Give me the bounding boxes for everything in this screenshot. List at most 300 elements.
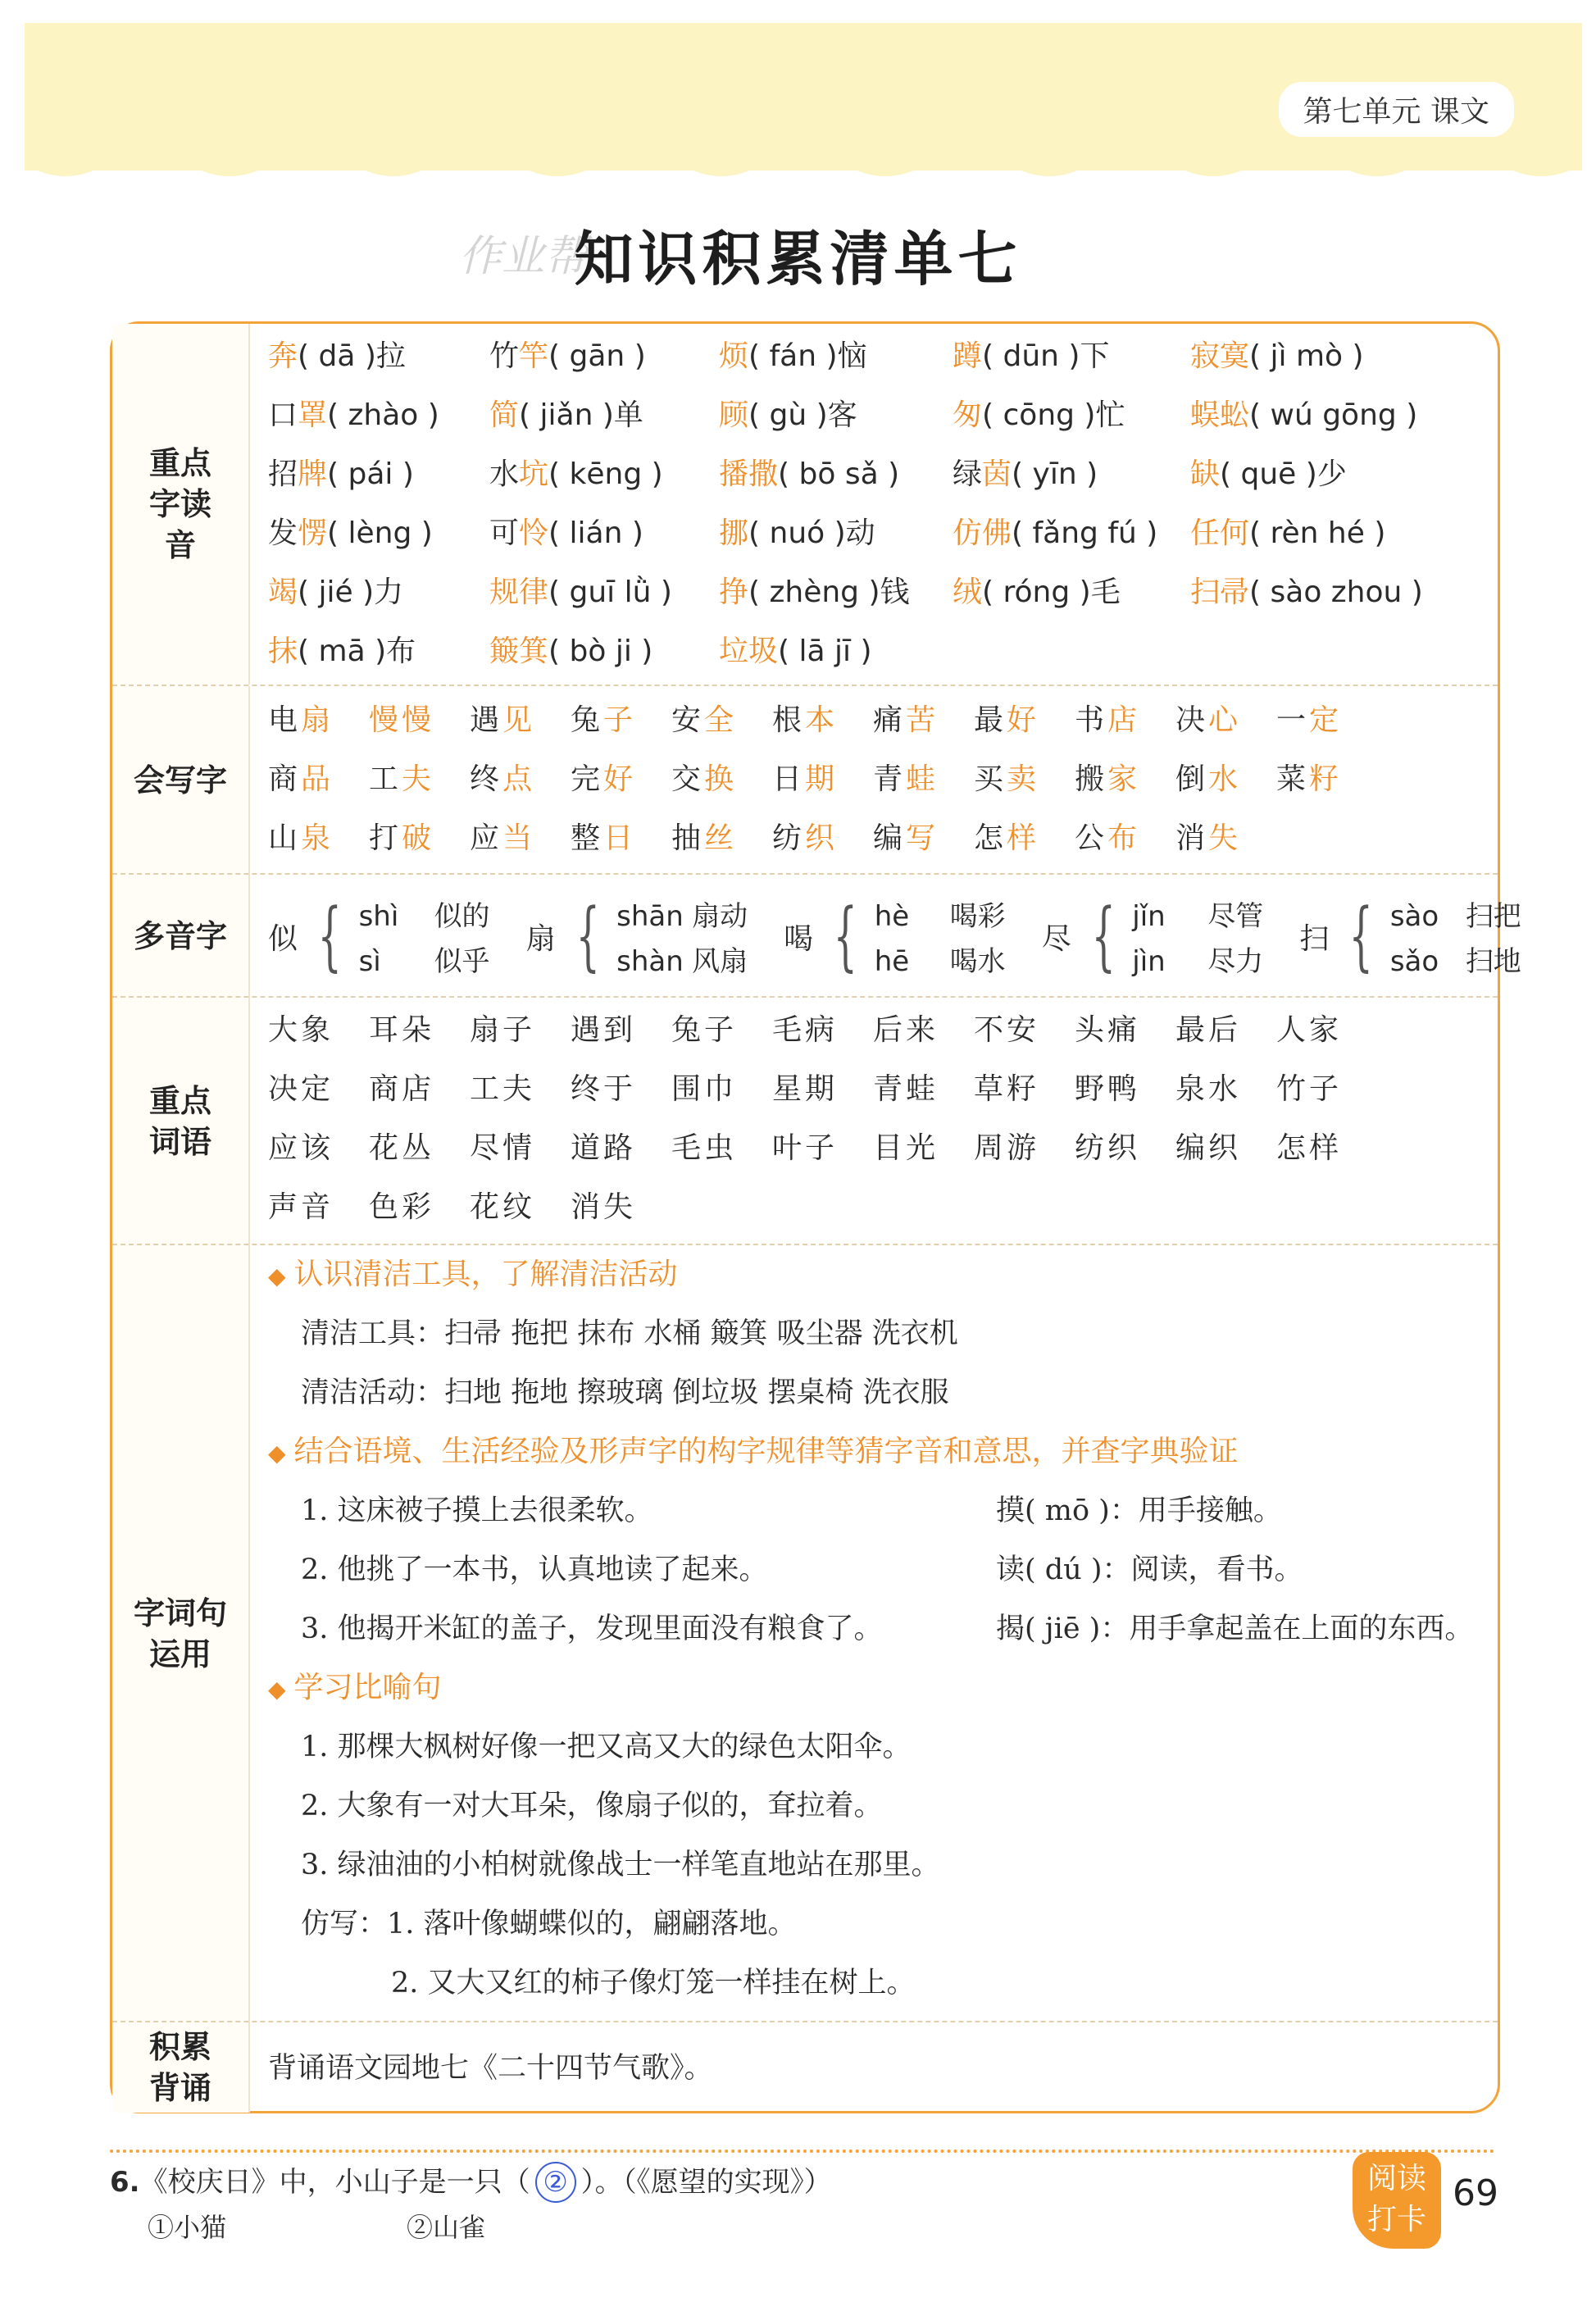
writing-word — [1175, 691, 1276, 750]
reading-question — [110, 2158, 832, 2207]
pinyin: ( lā jī ) — [778, 635, 872, 668]
key-char: 牌 — [298, 457, 328, 491]
pinyin: ( pái ) — [327, 457, 414, 491]
pinyin: ( dā ) — [298, 339, 376, 373]
polyphonic-item — [268, 894, 490, 979]
section-vocabulary — [112, 996, 1498, 1245]
plain-char: 消 — [1175, 821, 1209, 855]
brace-icon: { — [575, 892, 600, 980]
key-char: 绒 — [953, 575, 983, 609]
key-char: 仿佛 — [953, 516, 1012, 550]
key-char: 全 — [704, 703, 738, 737]
pinyin: ( kēng ) — [548, 457, 663, 491]
pinyin: ( bò ji ) — [548, 635, 653, 668]
recite-text: 背诵语文园地七《二十四节气歌》。 — [268, 2052, 713, 2085]
pronunciation-item — [268, 386, 489, 445]
brace-icon: { — [1348, 892, 1374, 980]
pinyin: ( bō sǎ ) — [778, 457, 900, 491]
pronunciation-item — [1190, 327, 1485, 386]
plain-char: 钱 — [880, 575, 910, 609]
plain-char: 口 — [268, 398, 298, 432]
vocabulary-word: 毛虫 — [671, 1131, 738, 1165]
key-char: 泉 — [301, 821, 334, 855]
pronunciation-grid — [268, 327, 1489, 681]
vocabulary-word — [671, 1178, 772, 1237]
page-number: 69 — [1453, 2172, 1498, 2214]
key-char: 坑 — [519, 457, 549, 491]
reading-line — [616, 894, 748, 934]
writing-word — [571, 750, 671, 809]
plain-char: 书 — [1075, 703, 1108, 737]
vocabulary-word: 商店 — [369, 1072, 435, 1106]
key-char: 寂寞 — [1190, 339, 1250, 373]
writing-word — [268, 691, 369, 750]
writing-word — [470, 691, 571, 750]
key-char: 籽 — [1309, 762, 1343, 796]
vocabulary-word: 遇到 — [571, 1013, 637, 1047]
pronunciation-item — [719, 445, 953, 504]
pinyin: shàn — [616, 945, 684, 978]
pinyin: ( gān ) — [548, 339, 646, 373]
pronunciation-item — [489, 563, 719, 622]
metaphor-sentence: 1. 那棵大枫树好像一把又高又大的绿色太阳伞。 — [301, 1731, 912, 1763]
pronunciation-item — [489, 504, 719, 563]
writing-word — [873, 691, 974, 750]
question-text: 《校庆日》中，小山子是一只（ — [139, 2166, 530, 2199]
vocabulary-word: 泉水 — [1175, 1072, 1242, 1106]
context-example: 3. 他揭开米缸的盖子，发现里面没有粮食了。 揭( jiē )：用手拿起盖在上面的东西。 — [301, 1613, 1474, 1645]
plain-char: 交 — [671, 762, 705, 796]
writing-word — [1175, 750, 1276, 809]
pinyin: ( wú gōng ) — [1249, 398, 1418, 432]
plain-char: 怎 — [974, 821, 1007, 855]
plain-char: 完 — [571, 762, 604, 796]
writing-word — [1276, 750, 1377, 809]
pronunciation-item — [268, 327, 489, 386]
vocabulary-word: 目光 — [873, 1131, 939, 1165]
example-word: 扫把 — [1465, 900, 1521, 933]
key-char: 当 — [502, 821, 536, 855]
example-word: 扫地 — [1465, 945, 1521, 978]
key-char: 挪 — [719, 516, 749, 550]
plain-char: 痛 — [873, 703, 907, 737]
vocabulary-word: 草籽 — [974, 1072, 1040, 1106]
pinyin: sì — [358, 945, 381, 978]
plain-char: 日 — [772, 762, 806, 796]
writing-word — [974, 750, 1075, 809]
section-label: 积累背诵 — [112, 2022, 250, 2113]
key-char: 慢慢 — [369, 703, 435, 737]
pinyin: ( zhào ) — [327, 398, 439, 432]
polyphonic-readings — [1390, 894, 1521, 979]
pinyin: ( mā ) — [298, 635, 387, 668]
pronunciation-item — [953, 445, 1190, 504]
key-char: 播撒 — [719, 457, 779, 491]
writing-word — [873, 809, 974, 868]
pronunciation-item — [953, 327, 1190, 386]
vocabulary-word — [772, 1178, 873, 1237]
pronunciation-item — [719, 386, 953, 445]
vocabulary-word: 竹子 — [1276, 1072, 1343, 1106]
key-char: 简 — [489, 398, 520, 432]
key-char: 抹 — [268, 635, 298, 668]
plain-char: 公 — [1075, 821, 1108, 855]
pinyin: sào — [1389, 900, 1439, 933]
plain-char: 商 — [268, 762, 302, 796]
polyphonic-char: 扫 — [1299, 921, 1330, 956]
pronunciation-item — [268, 622, 489, 681]
key-char: 蛙 — [906, 762, 939, 796]
key-char: 品 — [301, 762, 334, 796]
example-word: 风扇 — [692, 945, 748, 978]
key-char: 苦 — [906, 703, 939, 737]
pinyin: ( quē ) — [1220, 457, 1317, 491]
vocabulary-word: 青蛙 — [873, 1072, 939, 1106]
plain-char: 忙 — [1095, 398, 1125, 432]
writing-word — [772, 750, 873, 809]
plain-char: 倒 — [1175, 762, 1209, 796]
pinyin: ( fán ) — [748, 339, 838, 373]
brace-icon: { — [1091, 892, 1116, 980]
key-char: 蹲 — [953, 339, 983, 373]
pinyin: ( fǎng fú ) — [1012, 516, 1158, 550]
pinyin: jǐn — [1132, 900, 1166, 933]
plain-char: 毛 — [1090, 575, 1121, 609]
key-char: 破 — [402, 821, 435, 855]
vocabulary-word: 编织 — [1175, 1131, 1242, 1165]
brace-icon: { — [317, 892, 342, 980]
vocabulary-word: 怎样 — [1276, 1131, 1343, 1165]
vocabulary-word: 后来 — [873, 1013, 939, 1047]
context-example: 2. 他挑了一本书，认真地读了起来。 读( dú )：阅读，看书。 — [301, 1554, 1303, 1586]
pinyin: hē — [874, 945, 910, 978]
section-recite — [112, 2021, 1498, 2113]
pronunciation-item — [1190, 386, 1485, 445]
polyphonic-readings — [875, 894, 1006, 979]
plain-char: 根 — [772, 703, 806, 737]
vocabulary-word: 野鸭 — [1075, 1072, 1141, 1106]
polyphonic-char: 似 — [268, 921, 298, 956]
writing-word — [268, 750, 369, 809]
plain-char: 下 — [1080, 339, 1110, 373]
plain-char: 编 — [873, 821, 907, 855]
pinyin: ( jì mò ) — [1249, 339, 1364, 373]
plain-char: 单 — [613, 398, 643, 432]
pinyin: ( rèn hé ) — [1249, 516, 1386, 550]
vocabulary-word: 周游 — [974, 1131, 1040, 1165]
reading-line — [359, 894, 490, 934]
polyphonic-char: 尽 — [1041, 921, 1071, 956]
pinyin: ( lèng ) — [327, 516, 433, 550]
key-char: 匆 — [953, 398, 983, 432]
plain-char: 力 — [374, 575, 404, 609]
polyphonic-readings — [1132, 894, 1263, 979]
pinyin: ( yīn ) — [1012, 457, 1098, 491]
plain-char: 青 — [873, 762, 907, 796]
pronunciation-item — [489, 622, 719, 681]
vocabulary-word: 人家 — [1276, 1013, 1343, 1047]
key-char: 定 — [1309, 703, 1343, 737]
writing-word — [671, 691, 772, 750]
key-char: 顾 — [719, 398, 749, 432]
vocabulary-word — [1276, 1178, 1377, 1237]
key-char: 本 — [805, 703, 839, 737]
key-char: 见 — [502, 703, 536, 737]
metaphor-sentence: 3. 绿油油的小柏树就像战士一样笔直地站在那里。 — [301, 1849, 940, 1881]
key-char: 日 — [603, 821, 637, 855]
vocabulary-word: 围巾 — [671, 1072, 738, 1106]
question-source: ）。（《愿望的实现》） — [580, 2166, 832, 2199]
vocabulary-word: 头痛 — [1075, 1013, 1141, 1047]
key-char: 夫 — [402, 762, 435, 796]
plain-char: 终 — [470, 762, 503, 796]
plain-char: 遇 — [470, 703, 503, 737]
reading-line — [1132, 894, 1263, 934]
question-number: 6. — [110, 2166, 140, 2199]
pinyin: ( jié ) — [298, 575, 375, 609]
pronunciation-item — [953, 563, 1190, 622]
writing-word — [268, 809, 369, 868]
vocabulary-word: 花纹 — [470, 1190, 536, 1224]
section-label: 多音字 — [112, 875, 250, 998]
pronunciation-item — [1190, 504, 1485, 563]
vocabulary-word: 色彩 — [369, 1190, 435, 1224]
plain-char: 少 — [1316, 457, 1347, 491]
pinyin: ( guī lǜ ) — [548, 575, 672, 609]
writing-word — [671, 750, 772, 809]
section-label: 重点词语 — [112, 998, 250, 1245]
pinyin: ( dūn ) — [982, 339, 1080, 373]
key-char: 茵 — [982, 457, 1012, 491]
key-char: 烦 — [719, 339, 749, 373]
vocabulary-word: 消失 — [571, 1190, 637, 1224]
pinyin: ( sào zhou ) — [1249, 575, 1423, 609]
vocabulary-word — [1075, 1178, 1175, 1237]
writing-word — [873, 750, 974, 809]
polyphonic-char: 扇 — [525, 921, 556, 956]
plain-char: 整 — [571, 821, 604, 855]
subsection-title: ◆ 学习比喻句 — [268, 1671, 442, 1704]
vocabulary-word: 花丛 — [369, 1131, 435, 1165]
vocabulary-word: 终于 — [571, 1072, 637, 1106]
pinyin: ( nuó ) — [748, 516, 846, 550]
option-1: ①小猫 — [148, 2212, 227, 2243]
pinyin: ( gù ) — [748, 398, 828, 432]
plain-char: 兔 — [571, 703, 604, 737]
plain-char: 打 — [369, 821, 402, 855]
vocabulary-grid — [268, 1001, 1489, 1237]
section-label: 会写字 — [112, 686, 250, 875]
pronunciation-item — [953, 386, 1190, 445]
reading-line — [1132, 939, 1263, 979]
writing-word — [1175, 809, 1276, 868]
section-writing — [112, 685, 1498, 875]
pinyin: hè — [874, 900, 910, 933]
pronunciation-item — [268, 445, 489, 504]
reading-checkin-badge: 阅读打卡 — [1353, 2152, 1441, 2249]
writing-grid — [268, 691, 1489, 868]
pinyin: shì — [358, 900, 399, 933]
writing-word — [369, 691, 470, 750]
key-char: 好 — [1007, 703, 1040, 737]
writing-word — [1075, 750, 1175, 809]
writing-word — [470, 750, 571, 809]
writing-word — [1276, 809, 1377, 868]
polyphonic-item — [526, 894, 748, 979]
reading-line — [1390, 894, 1521, 934]
plain-char: 电 — [268, 703, 302, 737]
plain-char: 可 — [489, 516, 520, 550]
vocabulary-word: 毛病 — [772, 1013, 839, 1047]
example-word: 喝彩 — [949, 900, 1006, 933]
brace-icon: { — [833, 892, 858, 980]
pinyin: sǎo — [1389, 945, 1439, 978]
plain-char: 拉 — [375, 339, 406, 373]
pinyin: ( jiǎn ) — [519, 398, 614, 432]
writing-word — [1075, 809, 1175, 868]
plain-char: 竹 — [489, 339, 520, 373]
pronunciation-item — [489, 386, 719, 445]
section-label: 字词句运用 — [112, 1245, 250, 2022]
writing-word — [1075, 691, 1175, 750]
imitation-sentence: 2. 又大又红的柿子像灯笼一样挂在树上。 — [391, 1967, 916, 1999]
pronunciation-item — [719, 327, 953, 386]
option-2: ②山雀 — [407, 2212, 486, 2243]
vocabulary-word — [1175, 1178, 1276, 1237]
writing-word — [470, 809, 571, 868]
pronunciation-item — [268, 504, 489, 563]
key-char: 规律 — [489, 575, 549, 609]
unit-tag: 第七单元 课文 — [1279, 82, 1514, 137]
reading-line — [1390, 939, 1521, 979]
key-char: 水 — [1208, 762, 1242, 796]
example-word: 尽管 — [1207, 900, 1264, 933]
plain-char: 应 — [470, 821, 503, 855]
subsection-title: ◆ 认识清洁工具，了解清洁活动 — [268, 1258, 678, 1291]
reading-line — [875, 894, 1006, 934]
plain-char: 恼 — [837, 339, 867, 373]
polyphonic-item — [784, 894, 1006, 979]
vocabulary-word: 兔子 — [671, 1013, 738, 1047]
vocabulary-word: 声音 — [268, 1190, 334, 1224]
reading-line — [616, 939, 748, 979]
polyphonic-list — [268, 875, 1521, 998]
vocabulary-word: 应该 — [268, 1131, 334, 1165]
knowledge-card — [110, 321, 1521, 2113]
key-char: 失 — [1208, 821, 1242, 855]
writing-word — [369, 809, 470, 868]
plain-char: 客 — [827, 398, 857, 432]
polyphonic-item — [1299, 894, 1521, 979]
polyphonic-readings — [359, 894, 490, 979]
vocabulary-word — [873, 1178, 974, 1237]
vocabulary-word: 纺织 — [1075, 1131, 1141, 1165]
polyphonic-item — [1042, 894, 1264, 979]
plain-char: 绿 — [953, 457, 983, 491]
polyphonic-char: 喝 — [784, 921, 814, 956]
key-char: 奔 — [268, 339, 298, 373]
key-char: 愣 — [298, 516, 328, 550]
key-char: 好 — [603, 762, 637, 796]
key-char: 竭 — [268, 575, 298, 609]
section-pronunciation — [112, 324, 1498, 685]
key-char: 织 — [805, 821, 839, 855]
writing-word — [1276, 691, 1377, 750]
key-char: 罩 — [298, 398, 328, 432]
key-char: 簸箕 — [489, 635, 549, 668]
key-char: 挣 — [719, 575, 749, 609]
example-word: 似的 — [434, 900, 490, 933]
key-char: 扫帚 — [1190, 575, 1250, 609]
metaphor-sentence: 2. 大象有一对大耳朵，像扇子似的，耷拉着。 — [301, 1790, 883, 1822]
header-wave — [25, 148, 1582, 197]
example-word: 喝水 — [949, 945, 1006, 978]
plain-char: 布 — [386, 635, 416, 668]
plain-char: 菜 — [1276, 762, 1310, 796]
plain-char: 搬 — [1075, 762, 1108, 796]
vocabulary-word: 决定 — [268, 1072, 334, 1106]
plain-char: 最 — [974, 703, 1007, 737]
pinyin: ( zhèng ) — [748, 575, 880, 609]
pronunciation-item — [268, 563, 489, 622]
plain-char: 招 — [268, 457, 298, 491]
writing-word — [772, 691, 873, 750]
pinyin: jìn — [1132, 945, 1166, 978]
subsection-title: ◆ 结合语境、生活经验及形声字的构字规律等猜字音和意思，并查字典验证 — [268, 1435, 1239, 1468]
question-options — [148, 2207, 485, 2245]
plain-char: 发 — [268, 516, 298, 550]
section-label: 重点字读音 — [112, 324, 250, 685]
writing-word — [369, 750, 470, 809]
key-char: 布 — [1107, 821, 1141, 855]
key-char: 换 — [704, 762, 738, 796]
key-char: 缺 — [1190, 457, 1221, 491]
plain-char: 动 — [845, 516, 875, 550]
pronunciation-item — [719, 504, 953, 563]
key-char: 任何 — [1190, 516, 1250, 550]
vocabulary-word: 不安 — [974, 1013, 1040, 1047]
plain-char: 水 — [489, 457, 520, 491]
vocabulary-word: 大象 — [268, 1013, 334, 1047]
key-char: 蜈蚣 — [1190, 398, 1250, 432]
cleaning-activities: 清洁活动：扫地 拖地 擦玻璃 倒垃圾 摆桌椅 洗衣服 — [301, 1376, 949, 1409]
key-char: 写 — [906, 821, 939, 855]
key-char: 垃圾 — [719, 635, 779, 668]
reading-line — [359, 939, 490, 979]
vocabulary-word: 叶子 — [772, 1131, 839, 1165]
plain-char: 工 — [369, 762, 402, 796]
page-title: 知识积累清单七 — [574, 225, 1022, 293]
key-char: 店 — [1107, 703, 1141, 737]
section-usage — [112, 1244, 1498, 2022]
watermark: 作业帮 — [459, 232, 588, 281]
pronunciation-item — [489, 445, 719, 504]
reading-line — [875, 939, 1006, 979]
writing-word — [974, 691, 1075, 750]
plain-char: 一 — [1276, 703, 1310, 737]
vocabulary-word: 尽情 — [470, 1131, 536, 1165]
key-char: 家 — [1107, 762, 1141, 796]
context-example: 1. 这床被子摸上去很柔软。 摸( mō )：用手接触。 — [301, 1494, 1282, 1527]
vocabulary-word: 星期 — [772, 1072, 839, 1106]
writing-word — [571, 809, 671, 868]
example-word: 扇动 — [692, 900, 748, 933]
pinyin: ( cōng ) — [982, 398, 1096, 432]
key-char: 怜 — [519, 516, 549, 550]
pronunciation-item — [1190, 563, 1485, 622]
key-char: 卖 — [1007, 762, 1040, 796]
pinyin: ( róng ) — [982, 575, 1091, 609]
